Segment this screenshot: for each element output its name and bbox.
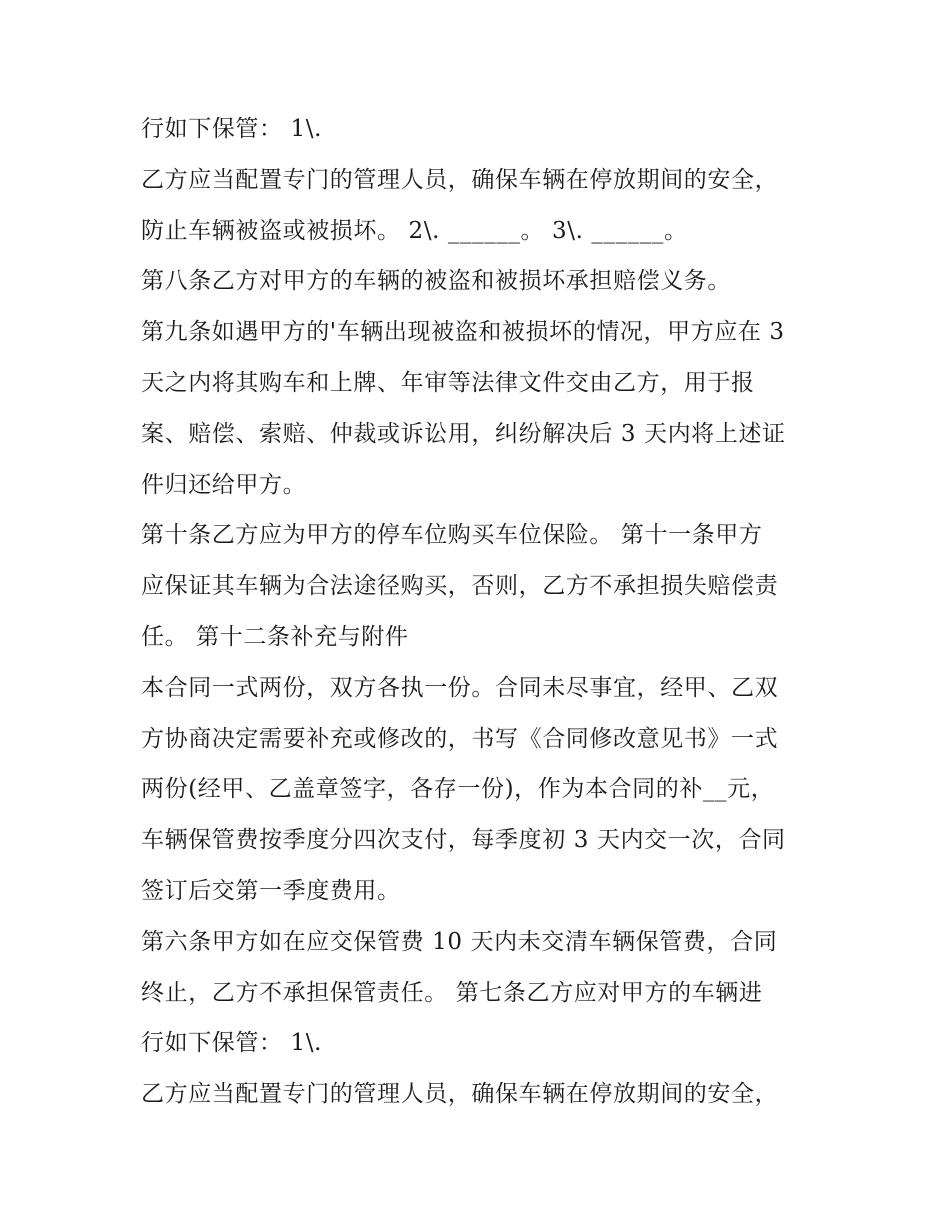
text-line: 案、赔偿、索赔、仲裁或诉讼用，纠纷解决后 3 天内将上述证	[141, 420, 786, 447]
text-line: 车辆保管费按季度分四次支付，每季度初 3 天内交一次，合同	[141, 827, 786, 854]
text-line: 乙方应当配置专门的管理人员，确保车辆在停放期间的安全，	[141, 1081, 779, 1108]
text-line: 第十条乙方应为甲方的停车位购买车位保险。 第十一条甲方	[141, 522, 763, 549]
text-line: 应保证其车辆为合法途径购买，否则，乙方不承担损失赔偿责	[141, 573, 779, 600]
text-line: 任。 第十二条补充与附件	[141, 623, 409, 650]
text-line: 方协商决定需要补充或修改的，书写《合同修改意见书》一式	[141, 725, 779, 752]
text-line: 乙方应当配置专门的管理人员，确保车辆在停放期间的安全，	[141, 166, 779, 193]
text-line: 两份(经甲、乙盖章签字，各存一份)，作为本合同的补__元，	[141, 776, 775, 803]
text-line: 第八条乙方对甲方的车辆的被盗和被损坏承担赔偿义务。	[141, 268, 731, 295]
text-line: 天之内将其购车和上牌、年审等法律文件交由乙方，用于报	[141, 369, 755, 396]
text-line: 终止，乙方不承担保管责任。 第七条乙方应对甲方的车辆进	[141, 979, 763, 1006]
contract-body-text	[141, 104, 821, 1120]
text-line: 签订后交第一季度费用。	[141, 877, 401, 904]
text-line: 行如下保管： 1\.	[141, 116, 323, 142]
text-line: 第九条如遇甲方的'车辆出现被盗和被损坏的情况，甲方应在 3	[141, 319, 785, 346]
text-line: 件归还给甲方。	[141, 471, 307, 498]
text-line: 本合同一式两份，双方各执一份。合同未尽事宜，经甲、乙双	[141, 674, 779, 701]
text-line: 行如下保管： 1\.	[141, 1030, 323, 1057]
text-line: 第六条甲方如在应交保管费 10 天内未交清车辆保管费，合同	[141, 928, 778, 955]
text-line: 防止车辆被盗或被损坏。 2\. ______。 3\. ______。	[141, 217, 688, 244]
